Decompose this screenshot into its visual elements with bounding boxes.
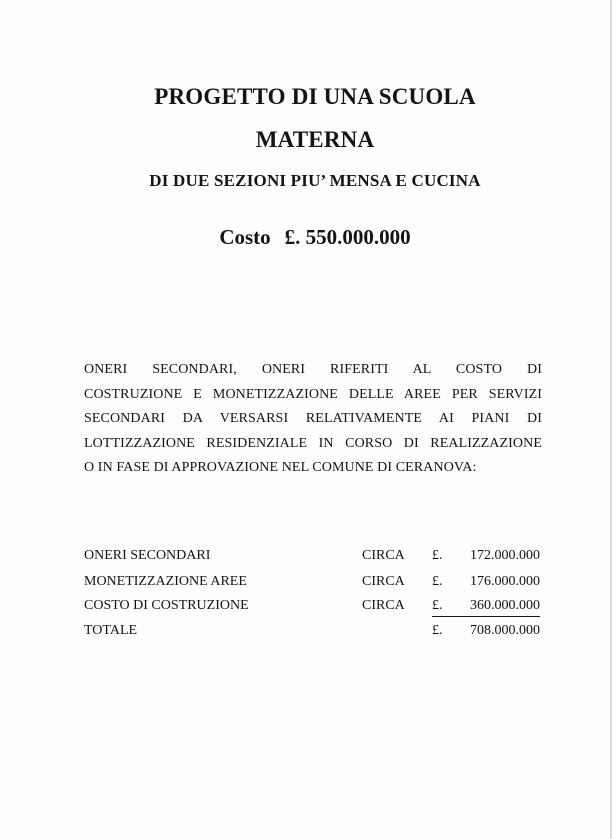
row-currency: £.	[432, 574, 443, 589]
cost-label: Costo	[219, 225, 271, 249]
row-label: ONERI SECONDARI	[84, 548, 211, 563]
subtitle: DI DUE SEZIONI PIU’ MENSA E CUCINA	[149, 171, 481, 190]
paragraph-line: COSTRUZIONE E MONETIZZAZIONE DELLE AREE PER SERVIZI	[84, 386, 542, 402]
title-line-2: MATERNA	[255, 127, 375, 152]
row-currency: £.	[432, 548, 443, 563]
row-amount: 176.000.000	[470, 574, 540, 589]
row-amount: 172.000.000	[470, 548, 540, 563]
row-circa: CIRCA	[362, 548, 405, 563]
cost-amount: £. 550.000.000	[284, 225, 411, 249]
total-label: TOTALE	[84, 623, 138, 638]
table-row	[0, 548, 612, 568]
description-paragraph	[84, 358, 542, 481]
paragraph-line: SECONDARI DA VERSARSI RELATIVAMENTE AI PIANI DI	[84, 411, 542, 426]
paragraph-line: O IN FASE DI APPROVAZIONE NEL COMUNE DI CERANOVA:	[84, 460, 477, 475]
paragraph-line: ONERI SECONDARI, ONERI RIFERITI AL COSTO DI	[84, 362, 542, 377]
table-row-total	[0, 623, 612, 643]
row-circa: CIRCA	[362, 598, 405, 613]
row-label: MONETIZZAZIONE AREE	[84, 574, 247, 589]
cost-line	[0, 225, 612, 250]
total-currency: £.	[432, 623, 443, 638]
row-currency: £.	[432, 598, 443, 613]
table-row	[0, 574, 612, 594]
total-amount: 708.000.000	[470, 623, 540, 638]
title-line-1: PROGETTO DI UNA SCUOLA	[154, 84, 476, 109]
row-circa: CIRCA	[362, 574, 405, 589]
row-label: COSTO DI COSTRUZIONE	[84, 598, 249, 613]
paragraph-line: LOTTIZZAZIONE RESIDENZIALE IN CORSO DI REALIZZAZIONE	[84, 435, 542, 451]
table-row	[0, 598, 612, 618]
row-amount: 360.000.000	[470, 598, 540, 613]
sum-underline	[432, 616, 540, 617]
